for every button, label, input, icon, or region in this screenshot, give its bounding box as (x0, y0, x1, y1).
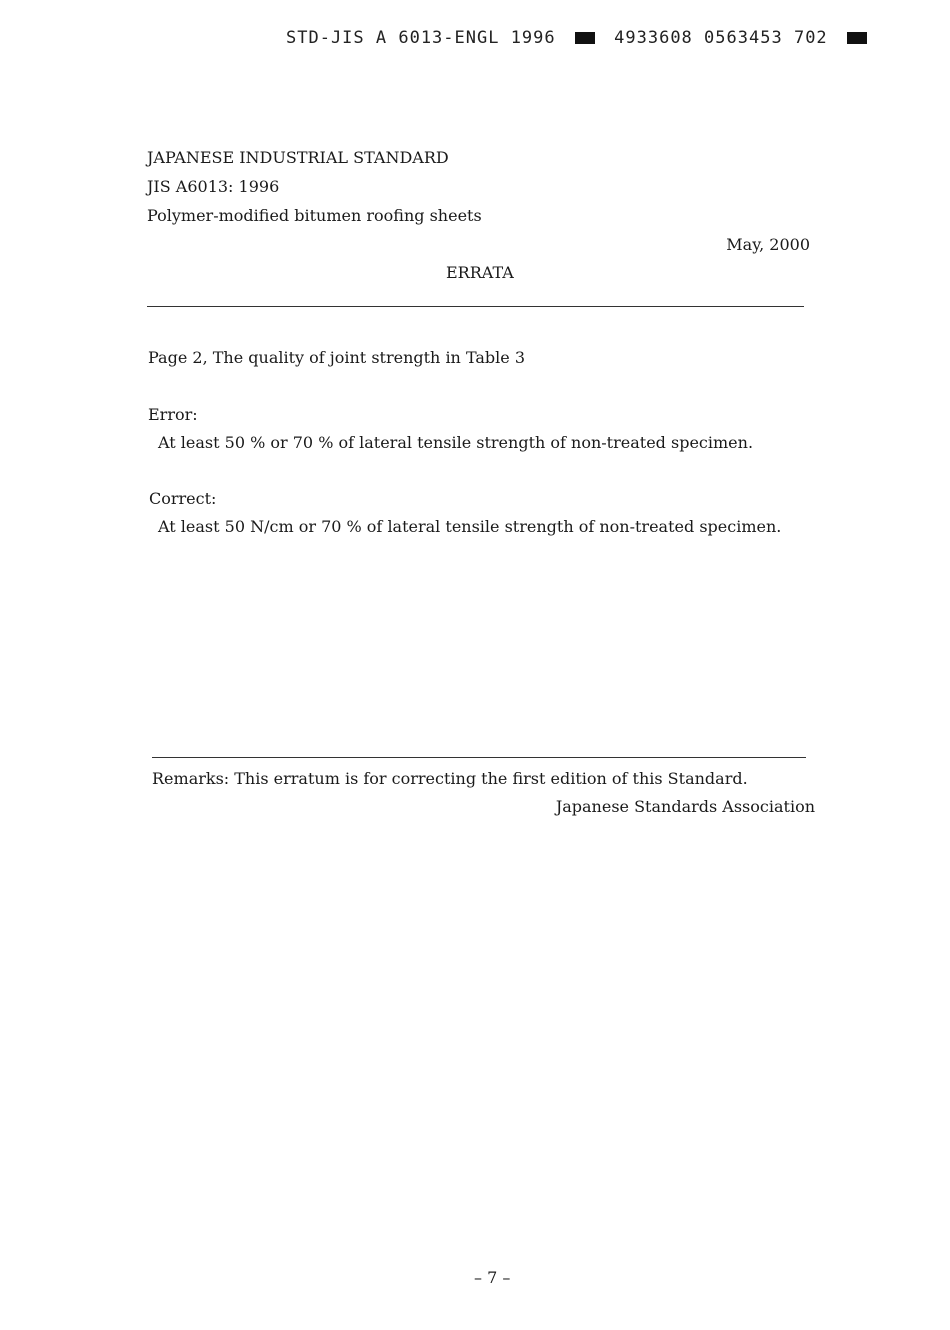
code-number-3: 702 (793, 28, 828, 48)
page-number: – 7 – (474, 1268, 511, 1287)
code-number-1: 4933608 (614, 28, 693, 48)
correct-label: Correct: (149, 489, 217, 508)
correct-text: At least 50 N/cm or 70 % of lateral tensile strength of non-treated specimen. (158, 517, 782, 536)
standard-id: JIS A6013: 1996 (147, 177, 280, 196)
standard-org: JAPANESE INDUSTRIAL STANDARD (147, 148, 449, 167)
error-label: Error: (148, 405, 198, 424)
bottom-divider (152, 757, 806, 758)
document-date: May, 2000 (726, 235, 810, 254)
top-divider (147, 306, 804, 307)
code-number-2: 0563453 (704, 28, 783, 48)
redaction-block (575, 32, 595, 44)
publisher: Japanese Standards Association (555, 797, 815, 816)
std-code: STD-JIS A 6013-ENGL 1996 (286, 28, 556, 48)
correction-location: Page 2, The quality of joint strength in Table 3 (148, 348, 526, 367)
error-text: At least 50 % or 70 % of lateral tensile strength of non-treated specimen. (158, 433, 754, 452)
document-title: Polymer-modified bitumen roofing sheets (147, 206, 482, 225)
remarks: Remarks: This erratum is for correcting the first edition of this Standard. (152, 769, 748, 788)
errata-heading: ERRATA (446, 263, 514, 282)
document-control-code (286, 28, 875, 48)
redaction-block (847, 32, 867, 44)
